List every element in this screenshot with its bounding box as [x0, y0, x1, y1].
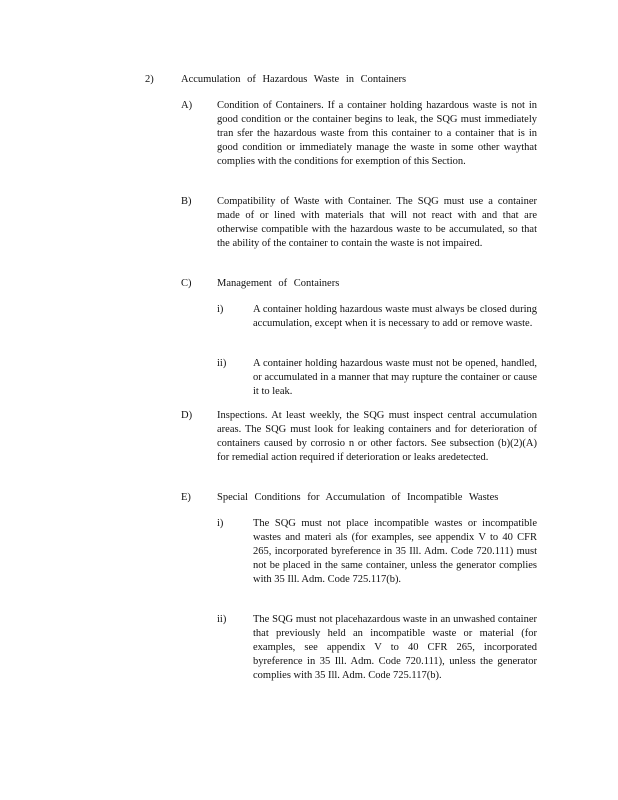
item-e-ii-label: ii): [217, 614, 227, 625]
item-b-text: Compatibility of Waste with Container. The SQG must use a container made of or lined with materials that will not react with and that are otherwise compatible with the hazardous waste to be accumulated, so that the ability of the container to contain the waste is not impaired.: [217, 196, 537, 249]
item-c-title: Management of Containers: [217, 278, 340, 289]
item-a-text: Condition of Containers. If a container holding hazardous waste is not in good condition or the container begins to leak, the SQG must immediately tran sfer the hazardous waste from this container to a container that is in good condition or immediately manage the waste in some other waythat complies with the conditions for exemption of this Section.: [217, 100, 537, 167]
item-e-ii-text: The SQG must not placehazardous waste in an unwashed container that previously held an incompatible waste or material (for examples, see appendix V to 40 CFR 265, incorporated byreference in 35 Ill. Adm. Code 720.111), unless the generator complies with 35 Ill. Adm. Code 725.117(b).: [253, 614, 537, 681]
item-d-text: Inspections. At least weekly, the SQG must inspect central accumulation areas. The SQG must look for leaking containers and for deterioration of containers caused by corrosio n or other factors. See subsection (b)(2)(A) for remedial action required if deterioration or leaks aredetected.: [217, 410, 537, 463]
item-c-i-text: A container holding hazardous waste must always be closed during accumulation, except when it is necessary to add or remove waste.: [253, 304, 537, 329]
section-number: 2): [145, 74, 154, 85]
section-title: Accumulation of Hazardous Waste in Containers: [181, 74, 407, 85]
item-b-label: B): [181, 196, 192, 207]
item-e-i-text: The SQG must not place incompatible wastes or incompatible wastes and materi als (for examples, see appendix V to 40 CFR 265, incorporated byreference in 35 Ill. Adm. Code 720.111) must not be placed in the same container, unless the generator complies with 35 Ill. Adm. Code 725.117(b).: [253, 518, 537, 585]
item-e-i-label: i): [217, 518, 224, 529]
item-c-ii-label: ii): [217, 358, 227, 369]
item-e-title: Special Conditions for Accumulation of Incompatible Wastes: [217, 492, 499, 503]
item-d-label: D): [181, 410, 193, 421]
item-a-label: A): [181, 100, 193, 111]
item-e-label: E): [181, 492, 191, 503]
item-c-label: C): [181, 278, 192, 289]
item-c-i-label: i): [217, 304, 224, 315]
item-c-ii-text: A container holding hazardous waste must not be opened, handled, or accumulated in a manner that may rupture the container or cause it to leak.: [253, 358, 537, 397]
